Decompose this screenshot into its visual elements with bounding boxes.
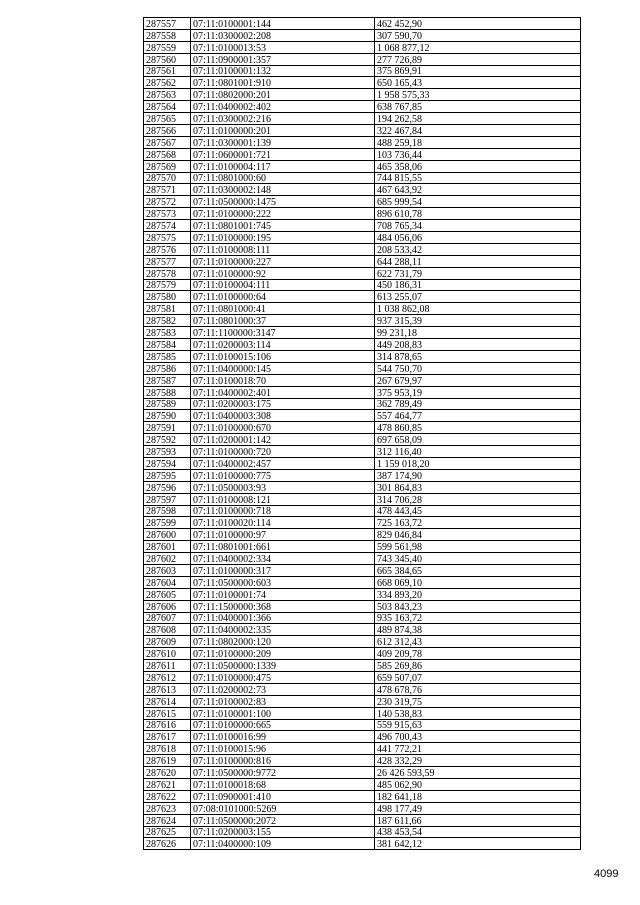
cadastral-value-cell: 465 358,06: [375, 160, 581, 172]
cadastral-value-cell: 140 538,83: [375, 707, 581, 719]
table-row: [144, 148, 581, 160]
table-row: [144, 541, 581, 553]
table-row: [144, 707, 581, 719]
table-row: [144, 434, 581, 446]
cadastral-number-cell: 07:11:0500000:603: [191, 576, 375, 588]
cadastral-value-cell: 638 767,85: [375, 101, 581, 113]
table-row: [144, 683, 581, 695]
cadastral-number-cell: 07:11:0100000:317: [191, 564, 375, 576]
row-number-cell: 287600: [144, 529, 191, 541]
cadastral-number-cell: 07:11:0100001:144: [191, 18, 375, 30]
table-row: [144, 339, 581, 351]
cadastral-number-cell: 07:11:0100001:132: [191, 65, 375, 77]
row-number-cell: 287625: [144, 826, 191, 838]
row-number-cell: 287626: [144, 838, 191, 850]
cadastral-value-cell: 450 186,31: [375, 279, 581, 291]
page-number: 4099: [594, 868, 619, 880]
row-number-cell: 287601: [144, 541, 191, 553]
table-row: [144, 386, 581, 398]
table-row: [144, 279, 581, 291]
cadastral-number-cell: 07:11:1500000:368: [191, 600, 375, 612]
cadastral-number-cell: 07:11:0400002:401: [191, 386, 375, 398]
table-row: [144, 422, 581, 434]
row-number-cell: 287581: [144, 303, 191, 315]
row-number-cell: 287609: [144, 636, 191, 648]
cadastral-number-cell: 07:11:0100000:775: [191, 469, 375, 481]
table-row: [144, 53, 581, 65]
cadastral-number-cell: 07:11:0100000:670: [191, 422, 375, 434]
cadastral-number-cell: 07:11:0300002:148: [191, 184, 375, 196]
cadastral-number-cell: 07:11:0100018:68: [191, 779, 375, 791]
cadastral-value-cell: 489 874,38: [375, 624, 581, 636]
table-row: [144, 113, 581, 125]
cadastral-value-cell: 708 765,34: [375, 220, 581, 232]
cadastral-number-cell: 07:11:0100000:720: [191, 446, 375, 458]
cadastral-number-cell: 07:11:0100004:117: [191, 160, 375, 172]
table-row: [144, 481, 581, 493]
table-row: [144, 790, 581, 802]
cadastral-number-cell: 07:11:0802000:120: [191, 636, 375, 648]
cadastral-value-cell: 612 312,43: [375, 636, 581, 648]
row-number-cell: 287571: [144, 184, 191, 196]
table-row: [144, 267, 581, 279]
cadastral-value-cell: 478 443,45: [375, 505, 581, 517]
cadastral-number-cell: 07:11:0500000:9772: [191, 767, 375, 779]
cadastral-value-cell: 301 864,83: [375, 481, 581, 493]
row-number-cell: 287595: [144, 469, 191, 481]
cadastral-value-cell: 409 209,78: [375, 648, 581, 660]
table-row: [144, 29, 581, 41]
cadastral-number-cell: 07:11:0100002:83: [191, 695, 375, 707]
cadastral-number-cell: 07:11:0801000:37: [191, 315, 375, 327]
row-number-cell: 287589: [144, 398, 191, 410]
row-number-cell: 287613: [144, 683, 191, 695]
cadastral-number-cell: 07:11:0802000:201: [191, 89, 375, 101]
cadastral-value-cell: 484 056,06: [375, 232, 581, 244]
cadastral-number-cell: 07:11:0200002:73: [191, 683, 375, 695]
cadastral-number-cell: 07:11:0500000:1475: [191, 196, 375, 208]
cadastral-value-cell: 375 953,19: [375, 386, 581, 398]
table-row: [144, 612, 581, 624]
cadastral-value-cell: 99 231,18: [375, 327, 581, 339]
row-number-cell: 287582: [144, 315, 191, 327]
cadastral-value-cell: 462 452,90: [375, 18, 581, 30]
row-number-cell: 287567: [144, 136, 191, 148]
cadastral-value-cell: 314 878,65: [375, 350, 581, 362]
row-number-cell: 287587: [144, 374, 191, 386]
cadastral-number-cell: 07:11:0100016:99: [191, 731, 375, 743]
cadastral-value-cell: 829 046,84: [375, 529, 581, 541]
cadastral-value-cell: 277 726,89: [375, 53, 581, 65]
cadastral-value-cell: 1 038 862,08: [375, 303, 581, 315]
cadastral-value-cell: 622 731,79: [375, 267, 581, 279]
cadastral-value-cell: 725 163,72: [375, 517, 581, 529]
cadastral-value-cell: 387 174,90: [375, 469, 581, 481]
row-number-cell: 287558: [144, 29, 191, 41]
row-number-cell: 287573: [144, 208, 191, 220]
cadastral-value-table: [143, 17, 581, 850]
cadastral-number-cell: 07:11:0100000:718: [191, 505, 375, 517]
row-number-cell: 287557: [144, 18, 191, 30]
cadastral-value-cell: 182 641,18: [375, 790, 581, 802]
table-row: [144, 826, 581, 838]
cadastral-number-cell: 07:11:0100000:209: [191, 648, 375, 660]
table-row: [144, 220, 581, 232]
row-number-cell: 287575: [144, 232, 191, 244]
row-number-cell: 287576: [144, 243, 191, 255]
cadastral-value-cell: 650 165,43: [375, 77, 581, 89]
cadastral-value-cell: 334 893,20: [375, 588, 581, 600]
row-number-cell: 287585: [144, 350, 191, 362]
cadastral-number-cell: 07:11:0100000:665: [191, 719, 375, 731]
cadastral-value-cell: 478 678,76: [375, 683, 581, 695]
row-number-cell: 287586: [144, 362, 191, 374]
table-row: [144, 624, 581, 636]
row-number-cell: 287614: [144, 695, 191, 707]
row-number-cell: 287566: [144, 125, 191, 137]
cadastral-value-cell: 441 772,21: [375, 743, 581, 755]
row-number-cell: 287608: [144, 624, 191, 636]
cadastral-value-cell: 381 642,12: [375, 838, 581, 850]
cadastral-number-cell: 07:11:0100020:114: [191, 517, 375, 529]
cadastral-value-cell: 668 069,10: [375, 576, 581, 588]
cadastral-value-cell: 559 915,63: [375, 719, 581, 731]
cadastral-number-cell: 07:11:0100000:201: [191, 125, 375, 137]
table-row: [144, 410, 581, 422]
table-row: [144, 469, 581, 481]
cadastral-number-cell: 07:11:0100008:121: [191, 493, 375, 505]
cadastral-value-cell: 697 658,09: [375, 434, 581, 446]
cadastral-value-cell: 428 332,29: [375, 755, 581, 767]
table-row: [144, 18, 581, 30]
cadastral-number-cell: 07:11:0801000:60: [191, 172, 375, 184]
table-row: [144, 814, 581, 826]
table-row: [144, 362, 581, 374]
row-number-cell: 287570: [144, 172, 191, 184]
table-row: [144, 529, 581, 541]
cadastral-number-cell: 07:11:0400002:402: [191, 101, 375, 113]
cadastral-number-cell: 07:11:0400000:109: [191, 838, 375, 850]
row-number-cell: 287578: [144, 267, 191, 279]
cadastral-value-cell: 599 561,98: [375, 541, 581, 553]
cadastral-value-cell: 322 467,84: [375, 125, 581, 137]
cadastral-number-cell: 07:11:0500003:93: [191, 481, 375, 493]
cadastral-number-cell: 07:11:0100015:106: [191, 350, 375, 362]
row-number-cell: 287606: [144, 600, 191, 612]
cadastral-value-cell: 937 315,39: [375, 315, 581, 327]
row-number-cell: 287619: [144, 755, 191, 767]
cadastral-number-cell: 07:08:0101000:5269: [191, 802, 375, 814]
cadastral-value-cell: 665 384,65: [375, 564, 581, 576]
table-row: [144, 77, 581, 89]
cadastral-number-cell: 07:11:0400003:308: [191, 410, 375, 422]
cadastral-value-cell: 503 843,23: [375, 600, 581, 612]
row-number-cell: 287612: [144, 671, 191, 683]
row-number-cell: 287572: [144, 196, 191, 208]
cadastral-number-cell: 07:11:0100000:816: [191, 755, 375, 767]
row-number-cell: 287598: [144, 505, 191, 517]
cadastral-number-cell: 07:11:0500000:1339: [191, 660, 375, 672]
table-row: [144, 743, 581, 755]
table-row: [144, 232, 581, 244]
table-body: [144, 18, 581, 850]
cadastral-value-cell: 449 208,83: [375, 339, 581, 351]
cadastral-value-cell: 585 269,86: [375, 660, 581, 672]
cadastral-value-cell: 314 706,28: [375, 493, 581, 505]
cadastral-number-cell: 07:11:0801001:745: [191, 220, 375, 232]
row-number-cell: 287591: [144, 422, 191, 434]
row-number-cell: 287562: [144, 77, 191, 89]
cadastral-number-cell: 07:11:0100001:100: [191, 707, 375, 719]
table-row: [144, 446, 581, 458]
table-row: [144, 160, 581, 172]
row-number-cell: 287577: [144, 255, 191, 267]
row-number-cell: 287620: [144, 767, 191, 779]
cadastral-number-cell: 07:11:0300001:139: [191, 136, 375, 148]
cadastral-value-cell: 485 062,90: [375, 779, 581, 791]
row-number-cell: 287588: [144, 386, 191, 398]
row-number-cell: 287616: [144, 719, 191, 731]
row-number-cell: 287574: [144, 220, 191, 232]
cadastral-value-cell: 312 116,40: [375, 446, 581, 458]
table-row: [144, 291, 581, 303]
cadastral-value-cell: 644 288,11: [375, 255, 581, 267]
table-row: [144, 695, 581, 707]
row-number-cell: 287583: [144, 327, 191, 339]
cadastral-number-cell: 07:11:0200003:155: [191, 826, 375, 838]
cadastral-number-cell: 07:11:0100015:96: [191, 743, 375, 755]
cadastral-number-cell: 07:11:0100000:64: [191, 291, 375, 303]
cadastral-value-cell: 659 507,07: [375, 671, 581, 683]
cadastral-number-cell: 07:11:0801000:41: [191, 303, 375, 315]
table-row: [144, 648, 581, 660]
table-row: [144, 505, 581, 517]
cadastral-value-cell: 194 262,58: [375, 113, 581, 125]
cadastral-value-cell: 744 815,55: [375, 172, 581, 184]
cadastral-value-cell: 1 159 018,20: [375, 457, 581, 469]
cadastral-number-cell: 07:11:0400002:335: [191, 624, 375, 636]
cadastral-value-cell: 743 345,40: [375, 553, 581, 565]
table-row: [144, 553, 581, 565]
cadastral-number-cell: 07:11:0200003:175: [191, 398, 375, 410]
table-row: [144, 731, 581, 743]
table-row: [144, 493, 581, 505]
row-number-cell: 287565: [144, 113, 191, 125]
cadastral-value-cell: 1 068 877,12: [375, 41, 581, 53]
cadastral-number-cell: 07:11:0900001:410: [191, 790, 375, 802]
table-row: [144, 838, 581, 850]
cadastral-value-cell: 307 590,70: [375, 29, 581, 41]
table-row: [144, 767, 581, 779]
cadastral-value-cell: 1 958 575,33: [375, 89, 581, 101]
cadastral-value-cell: 187 611,66: [375, 814, 581, 826]
row-number-cell: 287569: [144, 160, 191, 172]
table-row: [144, 125, 581, 137]
table-row: [144, 719, 581, 731]
table-row: [144, 65, 581, 77]
cadastral-number-cell: 07:11:0400000:145: [191, 362, 375, 374]
table-row: [144, 350, 581, 362]
cadastral-value-cell: 362 789,49: [375, 398, 581, 410]
cadastral-number-cell: 07:11:0100000:92: [191, 267, 375, 279]
cadastral-value-cell: 467 643,92: [375, 184, 581, 196]
row-number-cell: 287610: [144, 648, 191, 660]
cadastral-value-cell: 896 610,78: [375, 208, 581, 220]
table-row: [144, 41, 581, 53]
table-row: [144, 136, 581, 148]
row-number-cell: 287596: [144, 481, 191, 493]
row-number-cell: 287590: [144, 410, 191, 422]
table-row: [144, 457, 581, 469]
cadastral-number-cell: 07:11:0100000:195: [191, 232, 375, 244]
row-number-cell: 287593: [144, 446, 191, 458]
cadastral-value-cell: 267 679,97: [375, 374, 581, 386]
cadastral-value-cell: 613 255,07: [375, 291, 581, 303]
table-row: [144, 327, 581, 339]
row-number-cell: 287603: [144, 564, 191, 576]
cadastral-number-cell: 07:11:0200003:114: [191, 339, 375, 351]
cadastral-value-cell: 103 736,44: [375, 148, 581, 160]
row-number-cell: 287611: [144, 660, 191, 672]
row-number-cell: 287607: [144, 612, 191, 624]
cadastral-number-cell: 07:11:0500000:2072: [191, 814, 375, 826]
table-row: [144, 255, 581, 267]
table-row: [144, 398, 581, 410]
table-row: [144, 564, 581, 576]
cadastral-value-cell: 498 177,49: [375, 802, 581, 814]
cadastral-number-cell: 07:11:0100000:97: [191, 529, 375, 541]
cadastral-number-cell: 07:11:0300002:208: [191, 29, 375, 41]
table-row: [144, 303, 581, 315]
table-row: [144, 802, 581, 814]
row-number-cell: 287594: [144, 457, 191, 469]
cadastral-value-cell: 26 426 593,59: [375, 767, 581, 779]
table-row: [144, 184, 581, 196]
cadastral-number-cell: 07:11:0100000:227: [191, 255, 375, 267]
row-number-cell: 287605: [144, 588, 191, 600]
cadastral-number-cell: 07:11:0400002:334: [191, 553, 375, 565]
row-number-cell: 287604: [144, 576, 191, 588]
cadastral-number-cell: 07:11:0300002:216: [191, 113, 375, 125]
table-row: [144, 660, 581, 672]
cadastral-number-cell: 07:11:0100018:70: [191, 374, 375, 386]
row-number-cell: 287559: [144, 41, 191, 53]
table-row: [144, 671, 581, 683]
row-number-cell: 287623: [144, 802, 191, 814]
table-row: [144, 89, 581, 101]
row-number-cell: 287584: [144, 339, 191, 351]
row-number-cell: 287617: [144, 731, 191, 743]
table-row: [144, 374, 581, 386]
cadastral-number-cell: 07:11:1100000:3147: [191, 327, 375, 339]
row-number-cell: 287579: [144, 279, 191, 291]
cadastral-number-cell: 07:11:0100008:111: [191, 243, 375, 255]
cadastral-number-cell: 07:11:0801001:910: [191, 77, 375, 89]
cadastral-number-cell: 07:11:0600001:721: [191, 148, 375, 160]
cadastral-value-cell: 557 464,77: [375, 410, 581, 422]
row-number-cell: 287599: [144, 517, 191, 529]
table-row: [144, 755, 581, 767]
row-number-cell: 287602: [144, 553, 191, 565]
cadastral-value-cell: 478 860,85: [375, 422, 581, 434]
cadastral-value-cell: 685 999,54: [375, 196, 581, 208]
table-row: [144, 243, 581, 255]
table-row: [144, 315, 581, 327]
row-number-cell: 287564: [144, 101, 191, 113]
cadastral-value-cell: 544 750,70: [375, 362, 581, 374]
cadastral-number-cell: 07:11:0900001:357: [191, 53, 375, 65]
row-number-cell: 287568: [144, 148, 191, 160]
table-row: [144, 208, 581, 220]
table-row: [144, 576, 581, 588]
cadastral-number-cell: 07:11:0801001:661: [191, 541, 375, 553]
cadastral-number-cell: 07:11:0400002:457: [191, 457, 375, 469]
table-row: [144, 517, 581, 529]
cadastral-value-cell: 375 869,91: [375, 65, 581, 77]
row-number-cell: 287624: [144, 814, 191, 826]
row-number-cell: 287618: [144, 743, 191, 755]
row-number-cell: 287592: [144, 434, 191, 446]
row-number-cell: 287560: [144, 53, 191, 65]
cadastral-number-cell: 07:11:0100004:111: [191, 279, 375, 291]
cadastral-number-cell: 07:11:0100013:53: [191, 41, 375, 53]
cadastral-value-cell: 488 259,18: [375, 136, 581, 148]
row-number-cell: 287561: [144, 65, 191, 77]
row-number-cell: 287563: [144, 89, 191, 101]
table-row: [144, 636, 581, 648]
row-number-cell: 287597: [144, 493, 191, 505]
cadastral-number-cell: 07:11:0200001:142: [191, 434, 375, 446]
table-row: [144, 101, 581, 113]
row-number-cell: 287615: [144, 707, 191, 719]
cadastral-number-cell: 07:11:0100000:475: [191, 671, 375, 683]
cadastral-value-cell: 935 163,72: [375, 612, 581, 624]
cadastral-number-cell: 07:11:0400001:366: [191, 612, 375, 624]
table-row: [144, 779, 581, 791]
cadastral-value-cell: 208 533,42: [375, 243, 581, 255]
cadastral-value-cell: 230 319,75: [375, 695, 581, 707]
table-row: [144, 588, 581, 600]
row-number-cell: 287621: [144, 779, 191, 791]
table-row: [144, 600, 581, 612]
row-number-cell: 287580: [144, 291, 191, 303]
table-row: [144, 172, 581, 184]
table-row: [144, 196, 581, 208]
cadastral-number-cell: 07:11:0100000:222: [191, 208, 375, 220]
cadastral-number-cell: 07:11:0100001:74: [191, 588, 375, 600]
cadastral-value-cell: 496 700,43: [375, 731, 581, 743]
cadastral-value-cell: 438 453,54: [375, 826, 581, 838]
row-number-cell: 287622: [144, 790, 191, 802]
